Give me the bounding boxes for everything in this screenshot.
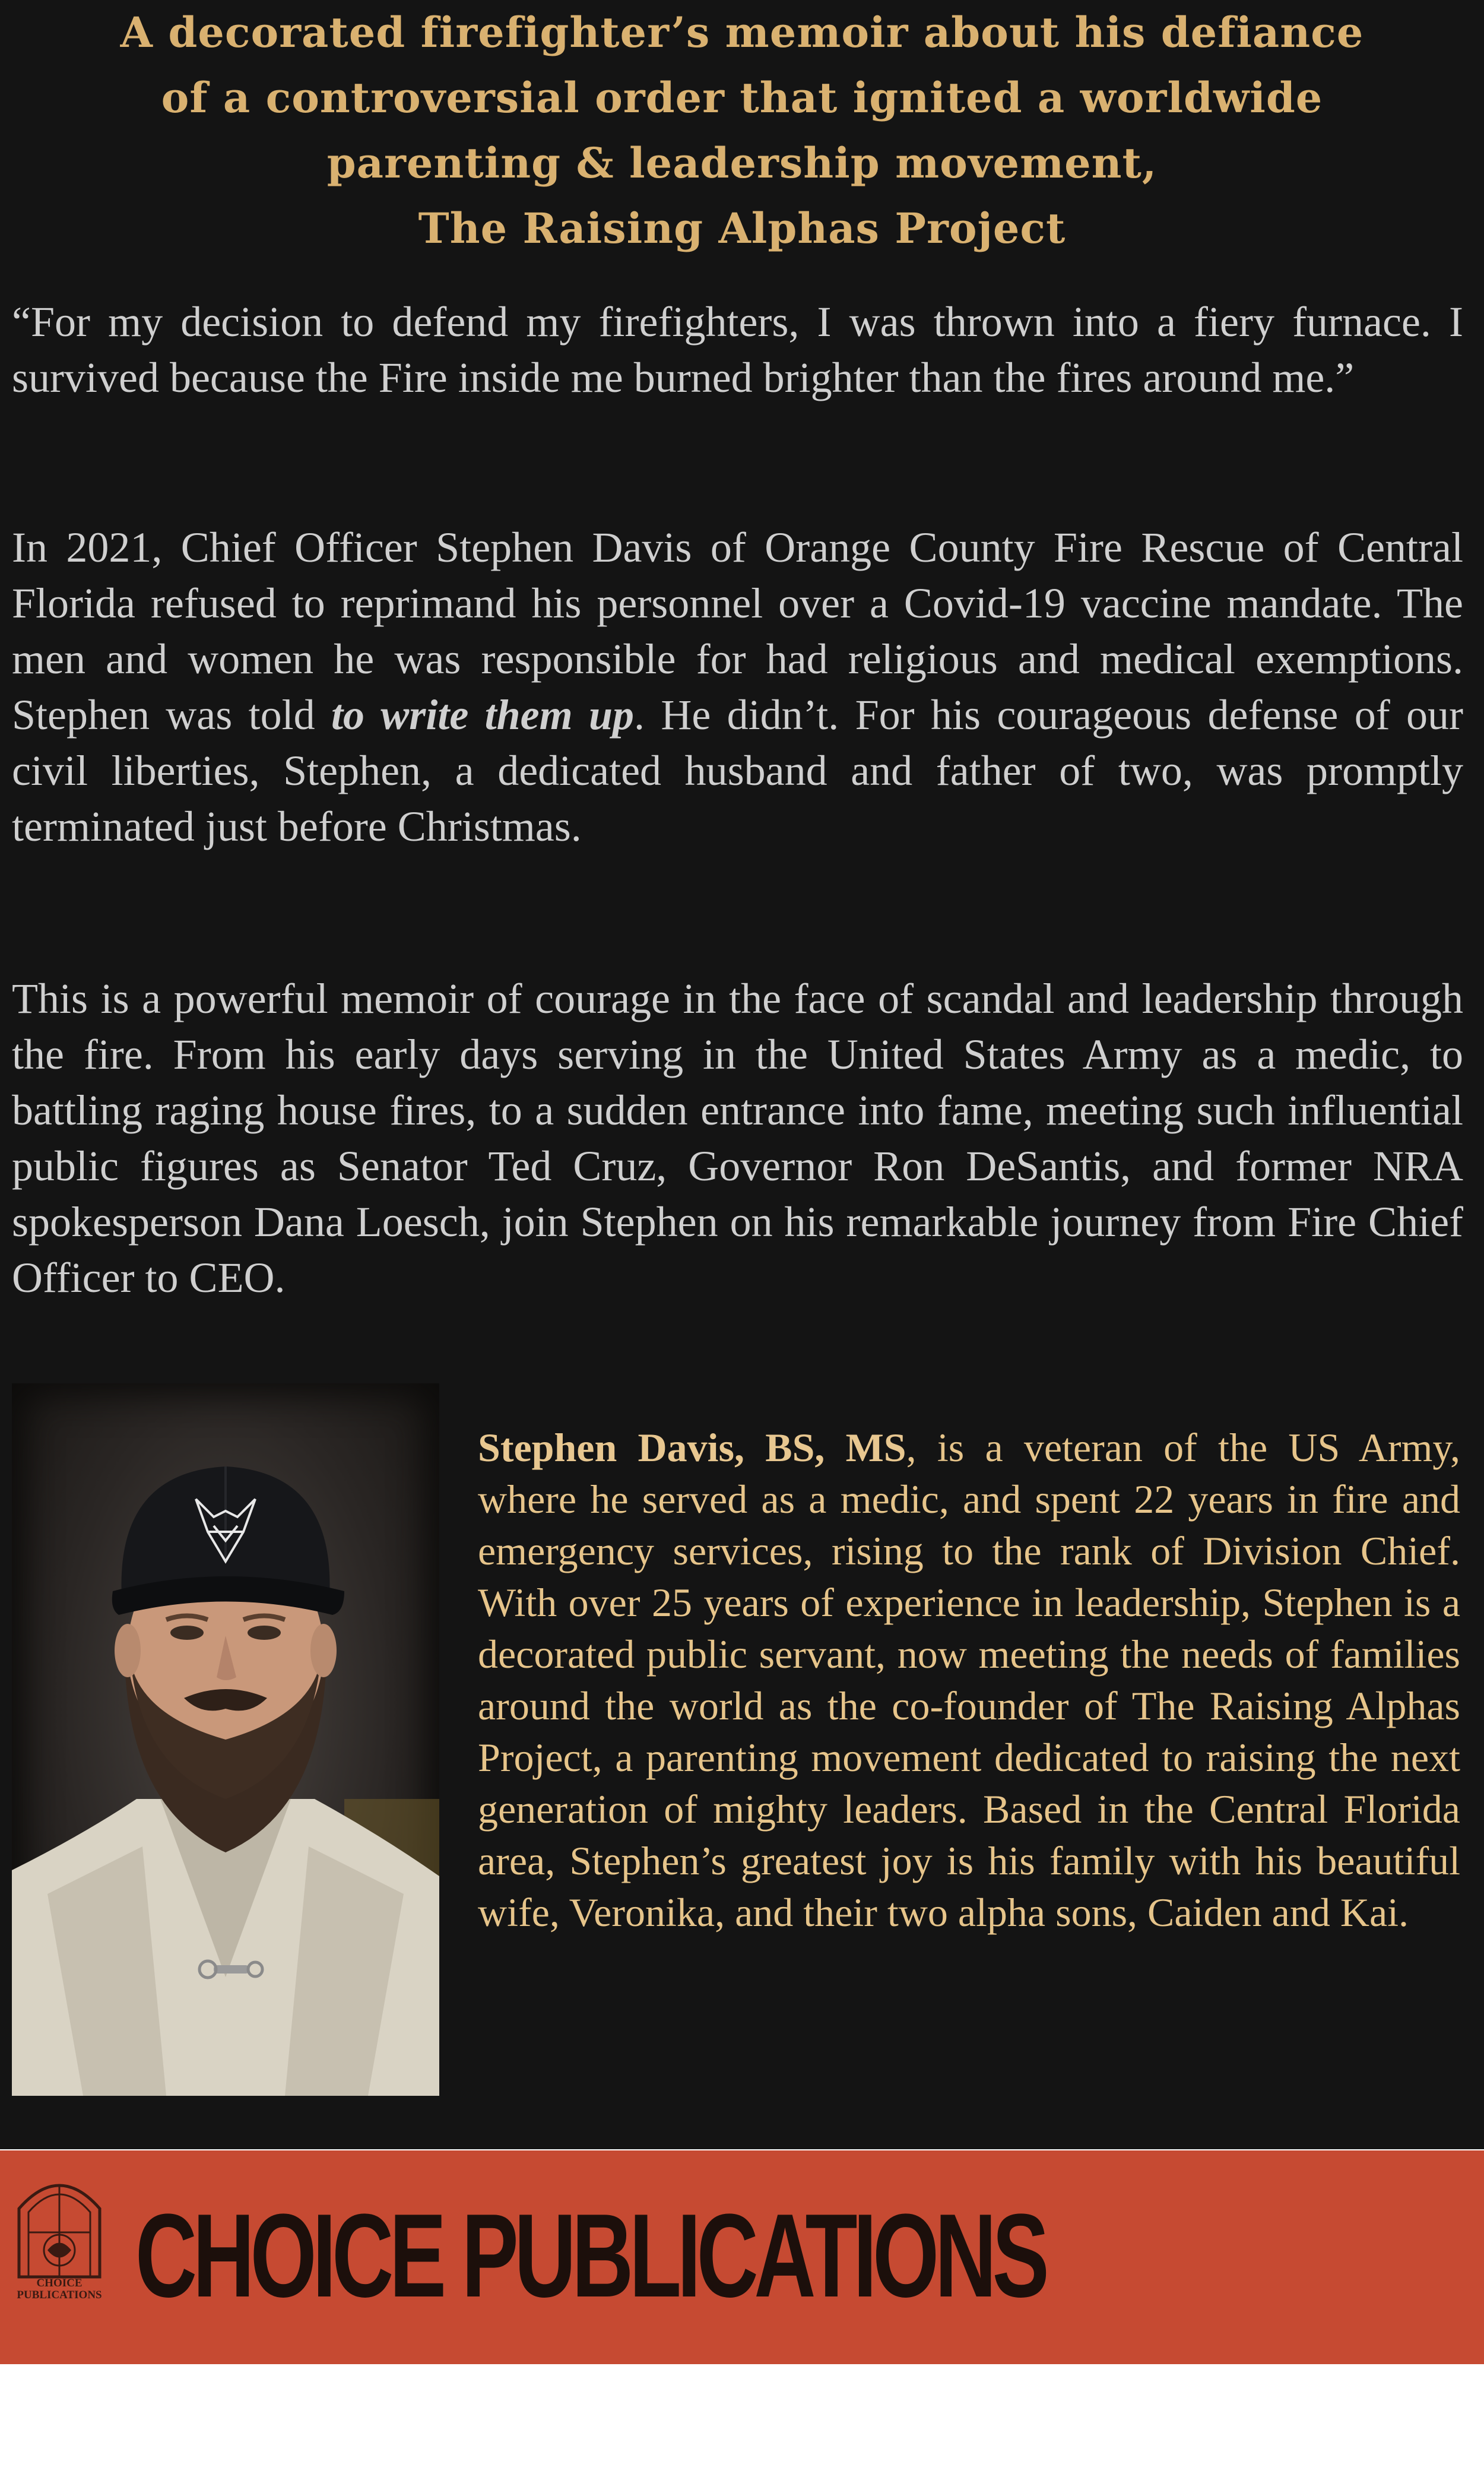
description-paragraph: This is a powerful memoir of courage in the face of scandal and leadership through the fire. From his early days serving in the United States Army as a medic, to battling raging house fires, to a sudden entrance into fame, meeting such influential public figures as Senator Ted Cruz, Governor Ron DeSantis, and former NRA spokesperson Dana Loesch, join Stephen on his remarkable journey from Fire Chief Officer to CEO. <box>12 975 1463 1301</box>
headline-line-2: of a controversial order that ignited a worldwide <box>161 73 1323 122</box>
author-name: Stephen Davis, BS, MS <box>478 1425 906 1470</box>
summary-emphasis: to write them up <box>331 691 634 739</box>
headline <box>0 0 1484 261</box>
summary-text-before: In 2021, Chief Officer Stephen Davis of Orange County Fire Rescue of Central Florida refused to reprimand his personnel over a Covid-19 vaccine mandate. The men and women he was responsible for had religious and medical exemptions. Stephen was told <box>12 524 1463 739</box>
author-photo <box>12 1383 439 2096</box>
headline-line-4: The Raising Alphas Project <box>418 204 1066 253</box>
headline-line-3: parenting & leadership movement, <box>326 138 1158 188</box>
headline-line-1: A decorated firefighter’s memoir about his defiance <box>120 8 1364 57</box>
author-bio-text: , is a veteran of the US Army, where he served as a medic, and spent 22 years in fire and emergency services, rising to the rank of Division Chief. With over 25 years of experience in leadership, Stephen is a decorated public servant, now meeting the needs of families around the world as the co-founder of The Raising Alphas Project, a parenting movement dedicated to raising the next generation of mighty leaders. Based in the Central Florida area, Stephen’s greatest joy is his family with his beautiful wife, Veronika, and their two alpha sons, Caiden and Kai. <box>478 1425 1460 1935</box>
publisher-logo <box>12 2161 128 2336</box>
author-portrait <box>12 1383 439 2096</box>
publisher-logo-line-2: PUBLICATIONS <box>17 2289 102 2301</box>
publisher-name: CHOICE PUBLICATIONS <box>135 2190 1045 2322</box>
summary-text-after: . He didn’t. For his courageous defense of our civil liberties, Stephen, a dedicated husband and father of two, was promptly terminated just before Christmas. <box>12 691 1464 850</box>
summary-paragraph <box>12 519 1463 854</box>
quote-paragraph: “For my decision to defend my firefighters, I was thrown into a fiery furnace. I survived because the Fire inside me burned brighter than the fires around me.” <box>12 298 1463 401</box>
gothic-window-emblem-icon <box>12 2161 128 2280</box>
publisher-logo-line-1: CHOICE <box>36 2277 83 2289</box>
publisher-logo-text <box>12 2277 107 2301</box>
author-bio <box>478 1422 1460 1938</box>
